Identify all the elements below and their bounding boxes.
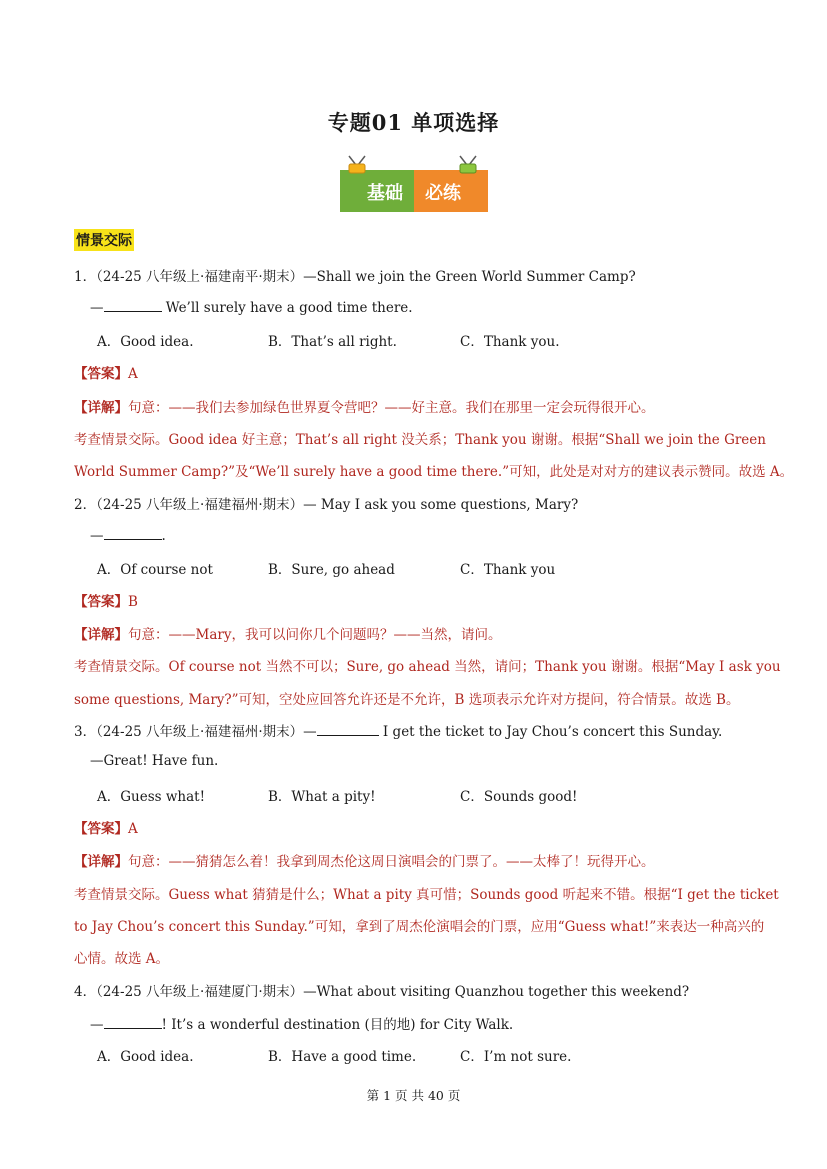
question-1-reply [90, 298, 413, 316]
binder-clip-left-icon [349, 156, 365, 173]
question-4-reply [90, 1013, 513, 1033]
detail-text: 句意：——Mary，我可以问你几个问题吗？——当然，请问。 [128, 627, 502, 643]
question-1-detail-line-1 [74, 396, 655, 416]
reply-dash: — [90, 1017, 104, 1033]
question-4-option-a: A．Good idea. [97, 1049, 194, 1065]
question-2-detail-line-1 [74, 623, 501, 643]
question-3-stem [74, 720, 722, 740]
page-title: 专题01 单项选择 [327, 110, 500, 135]
detail-label: 【详解】 [74, 854, 128, 870]
question-1-option-b: B．That’s all right. [268, 334, 397, 350]
basic-practice-badge [340, 153, 488, 215]
badge-left-text: 基础 [367, 183, 403, 204]
question-3-option-c: C．Sounds good! [460, 789, 578, 805]
detail-label: 【详解】 [74, 400, 128, 416]
question-1-stem: 1．（24-25 八年级上·福建南平·期末）—Shall we join the Green World Summer Camp? [74, 269, 636, 285]
question-3-answer [74, 817, 138, 837]
question-1-answer [74, 362, 138, 382]
reply-text: . [161, 528, 166, 544]
answer-blank [317, 722, 379, 736]
reply-text: ! It’s a wonderful destination (目的地) for City Walk. [161, 1017, 514, 1033]
question-3-detail-line-1 [74, 850, 655, 870]
answer-label: 【答案】 [74, 366, 128, 382]
answer-blank [104, 298, 162, 312]
question-2-stem: 2．（24-25 八年级上·福建福州·期末）— May I ask you some questions, Mary? [74, 497, 579, 513]
question-1-option-a: A．Good idea. [97, 334, 194, 350]
binder-clip-right-icon [460, 156, 476, 173]
question-3-option-a: A．Guess what! [97, 789, 206, 805]
stem-suffix: I get the ticket to Jay Chou’s concert this Sunday. [378, 724, 723, 740]
question-2-option-a: A．Of course not [97, 562, 213, 578]
reply-text: We’ll surely have a good time there. [161, 300, 413, 316]
question-2-detail-line-2: 考查情景交际。Of course not 当然不可以；Sure, go ahead 当然，请问；Thank you 谢谢。根据“May I ask you [74, 659, 781, 675]
answer-value: B [128, 594, 138, 610]
question-2-reply [90, 526, 166, 544]
question-3-detail-line-2: 考查情景交际。Guess what 猜猜是什么；What a pity 真可惜；Sounds good 听起来不错。根据“I get the ticket [74, 887, 779, 903]
stem-prefix: 3．（24-25 八年级上·福建福州·期末）— [74, 724, 317, 740]
detail-label: 【详解】 [74, 627, 128, 643]
question-4-option-c: C．I’m not sure. [460, 1049, 572, 1065]
question-1-detail-line-2: 考查情景交际。Good idea 好主意；That’s all right 没关系；Thank you 谢谢。根据“Shall we join the Green [74, 432, 766, 448]
question-2-option-b: B．Sure, go ahead [268, 562, 395, 578]
answer-value: A [128, 821, 138, 837]
question-3-option-b: B．What a pity! [268, 789, 376, 805]
question-3-detail-line-4: 心情。故选 A。 [74, 951, 170, 967]
answer-label: 【答案】 [74, 821, 128, 837]
question-1-option-c: C．Thank you. [460, 334, 560, 350]
question-3-reply: —Great! Have fun. [90, 753, 219, 769]
page-footer: 第 1 页 共 40 页 [366, 1088, 461, 1103]
question-1-detail-line-3: World Summer Camp?”及“We’ll surely have a good time there.”可知，此处是对对方的建议表示赞同。故选 A。 [74, 464, 794, 480]
question-2-option-c: C．Thank you [460, 562, 556, 578]
question-2-answer [74, 590, 138, 610]
answer-label: 【答案】 [74, 594, 128, 610]
answer-blank [104, 1015, 162, 1029]
section-heading: 情景交际 [74, 229, 134, 251]
answer-blank [104, 526, 162, 540]
badge-right-text: 必练 [425, 183, 461, 204]
question-4-stem: 4．（24-25 八年级上·福建厦门·期末）—What about visiting Quanzhou together this weekend? [74, 984, 690, 1000]
question-3-detail-line-3: to Jay Chou’s concert this Sunday.”可知，拿到了周杰伦演唱会的门票，应用“Guess what!”来表达一种高兴的 [74, 919, 765, 935]
reply-dash: — [90, 300, 104, 316]
reply-dash: — [90, 528, 104, 544]
question-2-detail-line-3: some questions, Mary?”可知，空处应回答允许还是不允许，B 选项表示允许对方提问，符合情景。故选 B。 [74, 692, 740, 708]
question-4-option-b: B．Have a good time. [268, 1049, 417, 1065]
detail-text: 句意：——猜猜怎么着！我拿到周杰伦这周日演唱会的门票了。——太棒了！玩得开心。 [128, 854, 655, 870]
detail-text: 句意：——我们去参加绿色世界夏令营吧？——好主意。我们在那里一定会玩得很开心。 [128, 400, 655, 416]
answer-value: A [128, 366, 138, 382]
